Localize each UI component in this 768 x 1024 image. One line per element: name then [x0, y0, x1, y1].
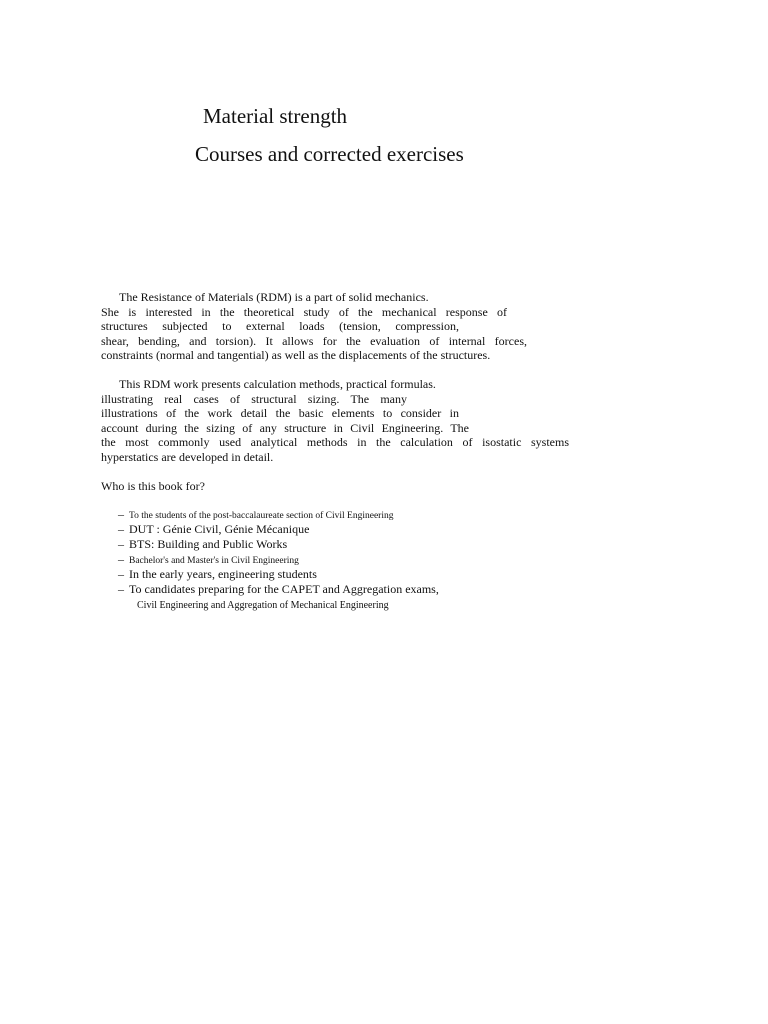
list-item	[118, 582, 439, 597]
text-line: structures subjected to external loads (tension, compression,	[101, 319, 459, 333]
list-item	[118, 537, 439, 552]
book-subtitle: Courses and corrected exercises	[195, 142, 464, 166]
text-line: shear, bending, and torsion). It allows for the evaluation of internal forces,	[101, 333, 527, 348]
list-item	[118, 567, 439, 582]
dash-bullet: –	[118, 522, 124, 536]
list-item-text: Bachelor's and Master's in Civil Engineering	[129, 556, 299, 566]
text-line: account during the sizing of any structure in Civil Engineering. The	[101, 420, 469, 435]
dash-bullet: –	[118, 537, 124, 551]
book-title: Material strength	[203, 104, 348, 128]
dash-bullet: –	[118, 507, 124, 521]
list-item-text: In the early years, engineering students	[129, 567, 317, 581]
audience-list	[118, 507, 439, 612]
dash-bullet: –	[118, 552, 124, 566]
list-item	[118, 522, 439, 537]
intro-paragraph-2	[101, 377, 569, 464]
text-line: illustrations of the work detail the basic elements to consider in	[101, 406, 459, 420]
text-line: illustrating real cases of structural sizing. The many	[101, 391, 407, 406]
list-item-continuation	[118, 597, 439, 612]
text-line: hyperstatics are developed in detail.	[101, 449, 274, 464]
text-line: constraints (normal and tangential) as well as the displacements of the structures.	[101, 348, 491, 362]
list-item	[118, 507, 439, 522]
text-line: This RDM work presents calculation methods, practical formulas.	[119, 377, 436, 391]
text-line: the most commonly used analytical methods in the calculation of isostatic systems	[101, 435, 569, 449]
audience-question: Who is this book for?	[101, 479, 205, 493]
list-item-text: To the students of the post-baccalaureate section of Civil Engineering	[129, 511, 394, 521]
text-line: She is interested in the theoretical study of the mechanical response of	[101, 304, 507, 319]
list-item	[118, 552, 439, 567]
dash-bullet: –	[118, 582, 124, 596]
intro-paragraph-1	[101, 290, 527, 363]
list-item-text: BTS: Building and Public Works	[129, 537, 288, 551]
list-item-text: To candidates preparing for the CAPET and Aggregation exams,	[129, 582, 439, 596]
dash-bullet: –	[118, 567, 124, 581]
list-item-text: Civil Engineering and Aggregation of Mechanical Engineering	[137, 600, 389, 611]
text-line: The Resistance of Materials (RDM) is a part of solid mechanics.	[119, 290, 429, 304]
list-item-text: DUT : Génie Civil, Génie Mécanique	[129, 522, 310, 536]
